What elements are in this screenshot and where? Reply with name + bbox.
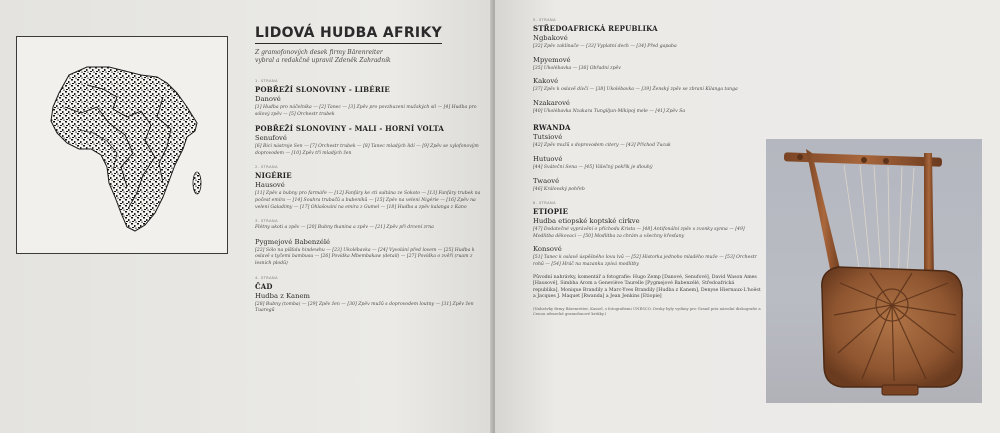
track-list: [1] Hudba pro náčelníka — [2] Tanec — [3] Zpěv pro povzbuzení mužských sil — [4] Hudba pro sólový zpěv — [5] Orchestr trubek bbox=[255, 105, 477, 117]
region-heading: ČAD bbox=[255, 281, 273, 291]
track-list: Flétny ukoti a zpěv — [20] Bubny tkanina a zpěv — [21] Zpěv při drcení zrna bbox=[255, 225, 434, 231]
africa-map-icon bbox=[17, 37, 229, 255]
people-heading: Ngbakové bbox=[533, 34, 568, 42]
track-list: [6] Bicí nástroje Sen — [7] Orchestr trubek — [8] Tanec mladých lidí — [9] Zpěv se xylofonovým doprovodem — [10] Zpěv tří mladých žen bbox=[255, 144, 479, 156]
people-heading: Hudba etiopské koptské církve bbox=[533, 217, 640, 226]
track-list: [22] Sólo na píšťalu hindewhu — [23] Ukolébavka — [24] Vyvolání před lovem — [25] Hudba k oslavě s tyčemi bambusu — [26] Povídka Mbembakaw (detail) — [27] Povídka o zvěří (ruam z lesních plodů) bbox=[255, 247, 475, 266]
track-list: [40] Ukolébavka Nzakara Tungiljun-Mikipoj mele — [41] Zpěv Sa bbox=[533, 108, 686, 114]
people-heading: Nzakarové bbox=[533, 98, 570, 107]
track-list: [47] Dodatečné vyprávění o příchodu Krista — [48] Antifonální zpěv s zvonky synna — [49] Modlitba děkovací — [50] Modlitba za chrám a všechny křesťany bbox=[533, 227, 745, 239]
album-title: LIDOVÁ HUDBA AFRIKY bbox=[255, 25, 442, 44]
region-heading: STŘEDOAFRICKÁ REPUBLIKA bbox=[533, 24, 658, 33]
side-marker: 3. STRANA bbox=[255, 219, 279, 224]
footnote: (Nahrávky firmy Bärenreiter, Kassel, s fotografiemi UNESCO. Desky byly vydány pro Grand prix národní diskografie a Cenou německé gramofonové kritiky.) bbox=[533, 305, 761, 316]
region-heading: ETIOPIE bbox=[533, 207, 569, 217]
side-marker: 6. STRANA bbox=[533, 201, 557, 206]
people-heading: Hutuové bbox=[533, 154, 563, 163]
tracklist-left bbox=[255, 22, 487, 320]
left-page bbox=[0, 0, 492, 433]
track-list: [11] Zpěv a bubny pro farmáře — [12] Fanfáry ke cti sultána ze Sokoto — [13] Fanfáry trubek na počest emíra — [14] Souhra trubačů a bubeníků — [15] Zpěv na velení Nigérie — [16] Zpěv na velení Galadimy — [17] Ohlašování na emíra z Gumel — [18] Hudba a zpěv kalanga z Kano bbox=[255, 191, 481, 210]
side-marker: 5. STRANA bbox=[533, 18, 557, 22]
people-heading: Kakové bbox=[533, 77, 559, 86]
people-heading: Konsové bbox=[533, 245, 562, 254]
people-heading: Hausové bbox=[255, 181, 285, 190]
track-list: [32] Zpěv zaklínače — [33] Vyplatní dech — [34] Před gapaba bbox=[533, 44, 677, 49]
people-heading: Hudba z Kanem bbox=[255, 291, 310, 300]
track-list: [44] Sváteční Sena — [45] Válečný pokřik je dlouhý bbox=[533, 164, 653, 170]
region-heading: RWANDA bbox=[533, 123, 571, 133]
people-heading: Danové bbox=[255, 95, 281, 103]
people-heading: Tutsiové bbox=[533, 133, 563, 142]
people-heading: Senufové bbox=[255, 134, 287, 143]
credits-paragraph: Původní nahrávky, komentář a fotografie: Hugo Zemp [Danové, Senufové], David Wason Ames [Hausové], Simbha Arom a Geneviève Taurelle [Pygmejové Babenzélé, Středoafrická republika], Monique Brandily a Marc-Yves Brandily [Hudba z Kanem], Denyse Hiernaux-L'hoëst a Jacques J. Maquet [Rwanda] a Jean Jenkins [Etiopie] bbox=[533, 274, 761, 300]
region-heading: NIGÉRIE bbox=[255, 171, 292, 181]
track-list: [37] Zpěv k oslavě dívčí — [38] Ukolébavka — [39] Ženský zpěv se zbraní Kilanga tanga bbox=[533, 87, 738, 93]
track-list: [35] Ukolébavka — [36] Obřadní zpěv bbox=[533, 65, 621, 71]
lyre-instrument-photo bbox=[766, 139, 982, 403]
album-intro: Z gramofonových desek firmy Bärenreiter vybral a redakčně upravil Zdeněk Zahradník bbox=[255, 49, 391, 64]
side-marker: 4. STRANA bbox=[255, 275, 279, 280]
track-list: [51] Tanec k oslavě úspěšného lovu lvů — [52] Historka jednoho mladého muže — [53] Orchestr rohů — [54] Hráč na mazanku zpívá modlitby bbox=[533, 255, 757, 267]
region-heading: POBŘEŽÍ SLONOVINY - MALI - HORNÍ VOLTA bbox=[255, 124, 444, 134]
side-marker: 2. STRANA bbox=[255, 165, 279, 170]
people-heading: Mpyemové bbox=[533, 55, 571, 64]
map-frame bbox=[16, 36, 228, 254]
track-list: [42] Zpěv mužů s doprovodem citery — [43] Příchod Tucuk bbox=[533, 143, 671, 149]
right-page bbox=[495, 0, 1000, 433]
people-heading: Twaové bbox=[533, 176, 560, 185]
people-heading: Pygmejové Babenzélé bbox=[255, 237, 331, 246]
track-list: [28] Bubny (tomba) — [29] Zpěv žen — [30] Zpěv mužů s doprovodem loutny — [31] Zpěv žen Tuaregů bbox=[255, 301, 474, 314]
tracklist-right bbox=[533, 18, 761, 316]
side-marker: 1. STRANA bbox=[255, 79, 279, 83]
region-heading: POBŘEŽÍ SLONOVINY - LIBÉRIE bbox=[255, 85, 390, 94]
track-list: [46] Královský pohřeb bbox=[533, 186, 585, 192]
lyre-icon bbox=[766, 139, 982, 403]
